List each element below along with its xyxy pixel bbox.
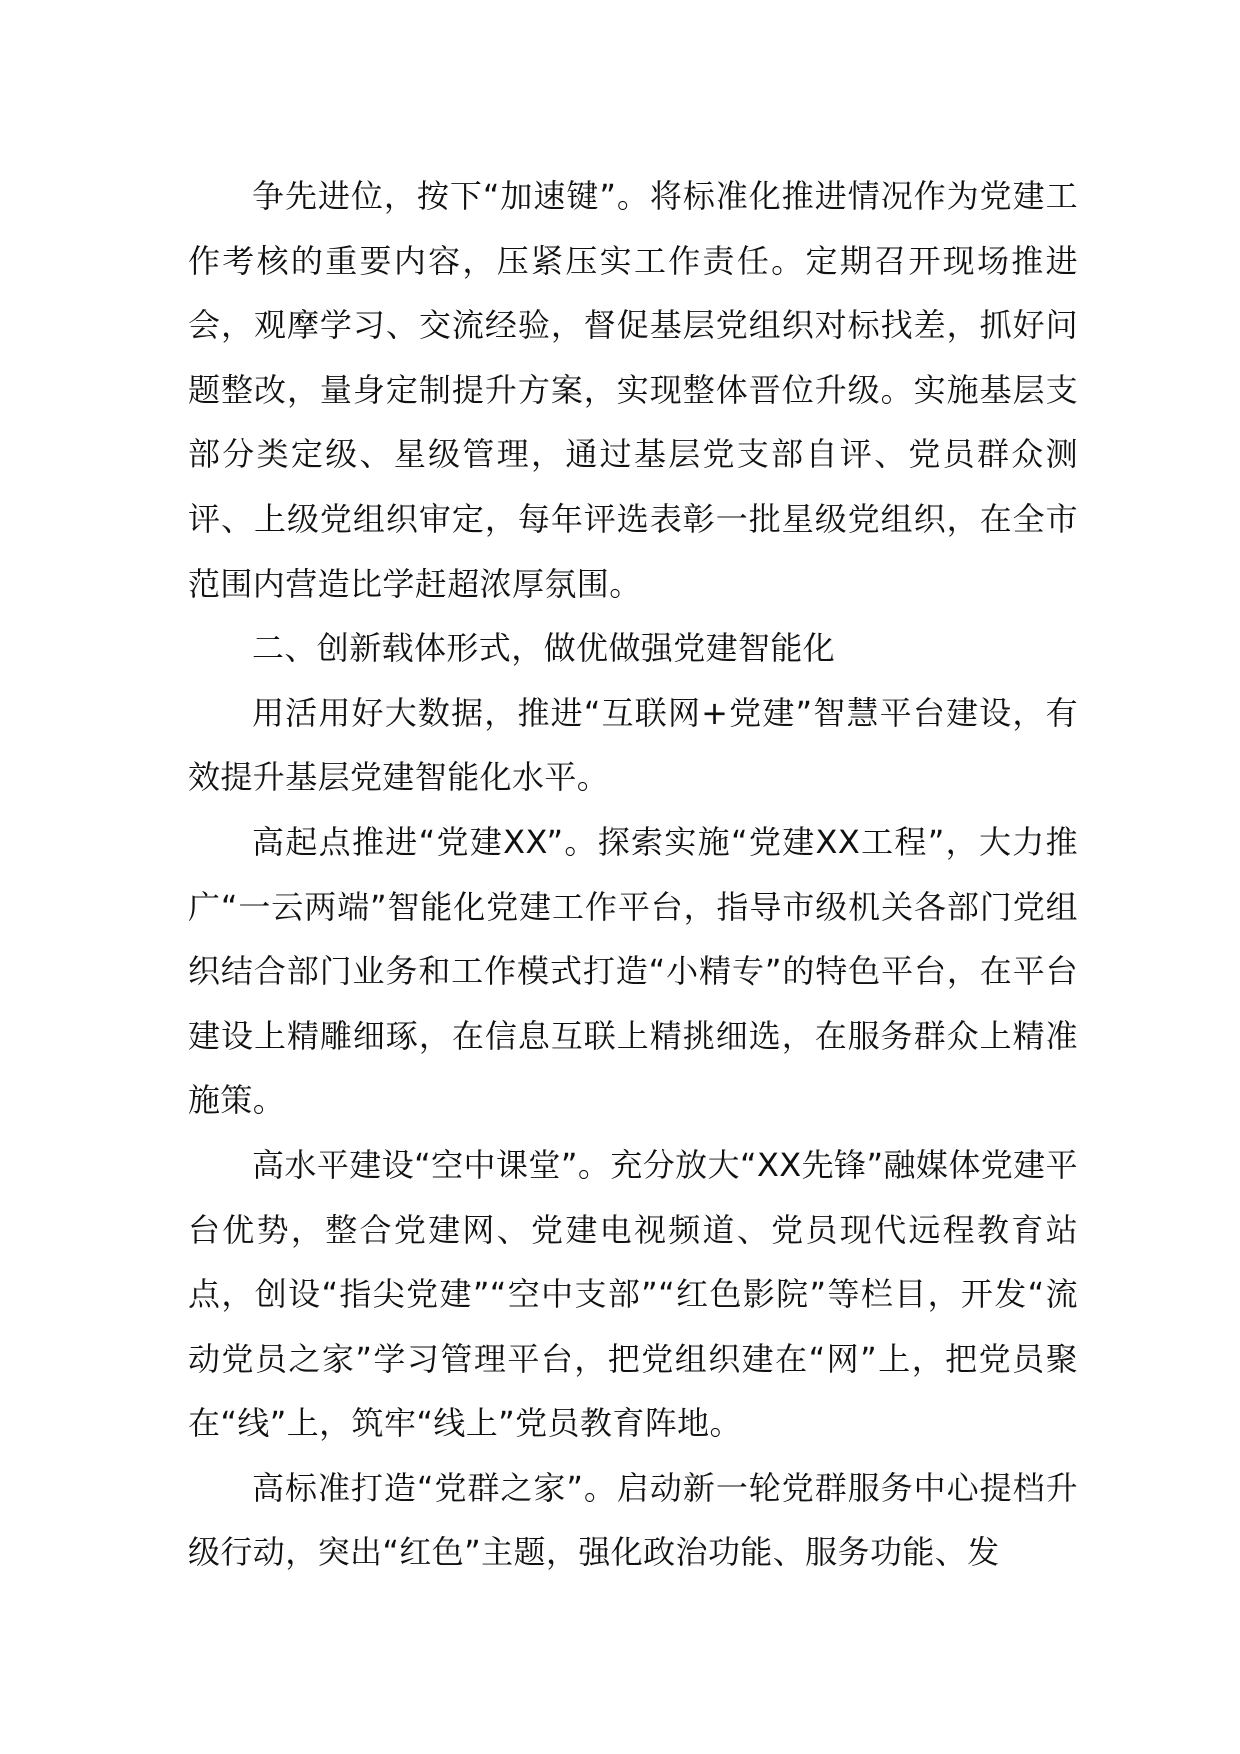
section-heading-2: 二、创新载体形式，做优做强党建智能化 (252, 629, 836, 668)
document-body (188, 164, 1078, 1585)
paragraph-sky-classroom: 高水平建设“空中课堂”。充分放大“XX先锋”融媒体党建平台优势，整合党建网、党建电视频道、党员现代远程教育站点，创设“指尖党建”“空中支部”“红色影院”等栏目，开发“流动党员之家”学习管理平台，把党组织建在“网”上，把党员聚在“线”上，筑牢“线上”党员教育阵地。 (188, 1145, 1078, 1443)
paragraph-party-building-xx: 高起点推进“党建XX”。探索实施“党建XX工程”，大力推广“一云两端”智能化党建工作平台，指导市级机关各部门党组织结合部门业务和工作模式打造“小精专”的特色平台，在平台建设上精雕细琢，在信息互联上精挑细选，在服务群众上精准施策。 (188, 822, 1078, 1120)
paragraph-big-data: 用活用好大数据，推进“互联网+党建”智慧平台建设，有效提升基层党建智能化水平。 (188, 693, 1078, 797)
paragraph-standardization: 争先进位，按下“加速键”。将标准化推进情况作为党建工作考核的重要内容，压紧压实工作责任。定期召开现场推进会，观摩学习、交流经验，督促基层党组织对标找差，抓好问题整改，量身定制提升方案，实现整体晋位升级。实施基层支部分类定级、星级管理，通过基层党支部自评、党员群众测评、上级党组织审定，每年评选表彰一批星级党组织，在全市范围内营造比学赶超浓厚氛围。 (188, 177, 1078, 603)
paragraph-party-mass-home: 高标准打造“党群之家”。启动新一轮党群服务中心提档升级行动，突出“红色”主题，强化政治功能、服务功能、发 (188, 1468, 1078, 1572)
